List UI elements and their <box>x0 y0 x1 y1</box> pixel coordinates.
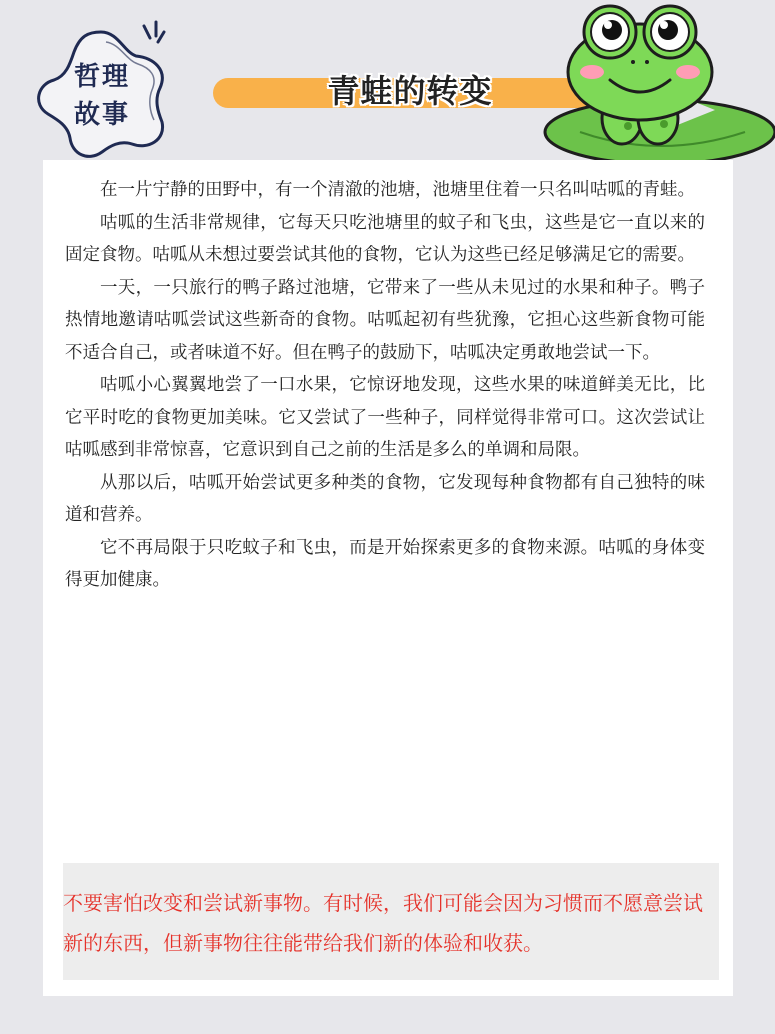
frog-illustration <box>540 0 775 170</box>
badge-line-1: 哲理 <box>73 62 130 92</box>
badge-line-2: 故事 <box>73 100 130 130</box>
story-paragraph: 咕呱小心翼翼地尝了一口水果，它惊讶地发现，这些水果的味道鲜美无比，比它平时吃的食物更加美味。它又尝试了一些种子，同样觉得非常可口。这次尝试让咕呱感到非常惊喜，它意识到自己之前的生活是多么的单调和局限。 <box>65 375 705 460</box>
badge-label <box>62 58 142 134</box>
story-body <box>65 174 705 597</box>
story-paragraph: 它不再局限于只吃蚊子和飞虫，而是开始探索更多的食物来源。咕呱的身体变得更加健康。 <box>65 537 705 590</box>
moral-text: 不要害怕改变和尝试新事物。有时候，我们可能会因为习惯而不愿意尝试新的东西，但新事物往往能带给我们新的体验和收获。 <box>63 891 703 955</box>
story-card <box>43 160 733 996</box>
story-paragraph: 一天，一只旅行的鸭子路过池塘，它带来了一些从未见过的水果和种子。鸭子热情地邀请咕呱尝试这些新奇的食物。咕呱起初有些犹豫，它担心这些新食物可能不适合自己，或者味道不好。但在鸭子的鼓励下，咕呱决定勇敢地尝试一下。 <box>65 277 705 363</box>
story-paragraph: 在一片宁静的田野中，有一个清澈的池塘，池塘里住着一只名叫咕呱的青蛙。 <box>100 180 695 200</box>
page-title: 青蛙的转变 <box>327 72 493 110</box>
moral-box <box>63 863 719 980</box>
story-paragraph: 咕呱的生活非常规律，它每天只吃池塘里的蚊子和飞虫，这些是它一直以来的固定食物。咕呱从未想过要尝试其他的食物，它认为这些已经足够满足它的需要。 <box>65 212 705 265</box>
story-paragraph: 从那以后，咕呱开始尝试更多种类的食物，它发现每种食物都有自己独特的味道和营养。 <box>65 472 705 525</box>
